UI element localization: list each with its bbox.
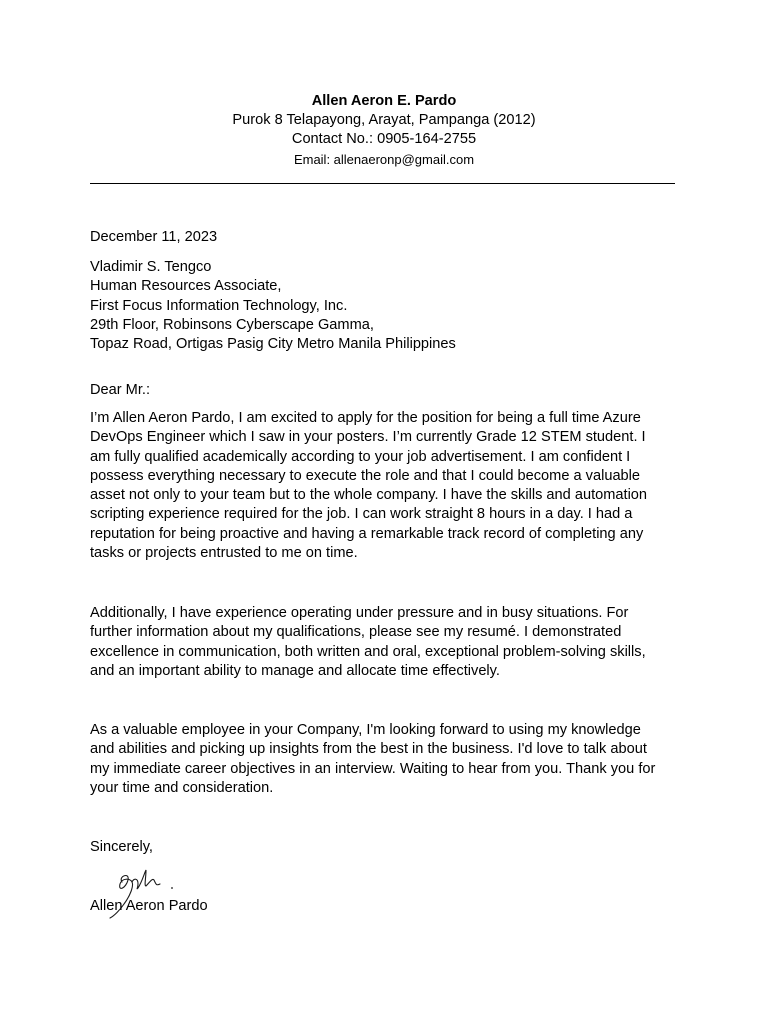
paragraph-line: tasks or projects entrusted to me on time. (90, 545, 358, 562)
sender-address: Purok 8 Telapayong, Arayat, Pampanga (2012) (232, 112, 536, 128)
paragraph-line: DevOps Engineer which I saw in your posters. I’m currently Grade 12 STEM student. I (90, 429, 646, 446)
paragraph-line: and abilities and picking up insights from the best in the business. I'd love to talk about (90, 741, 647, 758)
salutation: Dear Mr.: (90, 382, 151, 398)
recipient-name: Vladimir S. Tengco (90, 259, 212, 275)
paragraph-line: and an important ability to manage and allocate time effectively. (90, 662, 500, 679)
sender-name: Allen Aeron E. Pardo (311, 93, 457, 109)
paragraph-line: reputation for being proactive and having a remarkable track record of completing any (90, 525, 644, 542)
recipient-address-line1: 29th Floor, Robinsons Cyberscape Gamma, (90, 316, 374, 333)
paragraph-line: scripting experience required for the job. I can work straight 8 hours in a day. I had a (90, 506, 633, 523)
recipient-company: First Focus Information Technology, Inc. (90, 297, 348, 314)
closing: Sincerely, (90, 839, 153, 855)
body-paragraph-3 (90, 721, 675, 798)
paragraph-line: I’m Allen Aeron Pardo, I am excited to apply for the position for being a full time Azure (90, 410, 641, 426)
recipient-block (90, 258, 675, 354)
paragraph-line: asset not only to your team but to the whole company. I have the skills and automation (90, 487, 648, 504)
letter-date: December 11, 2023 (90, 229, 218, 245)
paragraph-line: excellence in communication, both written and oral, exceptional problem-solving skills, (90, 643, 646, 660)
paragraph-line: my immediate career objectives in an interview. Waiting to hear from you. Thank you for (90, 760, 656, 777)
signer-name: Allen Aeron Pardo (90, 898, 208, 914)
recipient-address-line2: Topaz Road, Ortigas Pasig City Metro Manila Philippines (90, 336, 456, 353)
header-divider (90, 183, 675, 184)
paragraph-line: As a valuable employee in your Company, I'm looking forward to using my knowledge (90, 722, 641, 738)
paragraph-line: Additionally, I have experience operating under pressure and in busy situations. For (90, 605, 629, 621)
body-paragraph-2 (90, 604, 675, 681)
paragraph-line: possess everything necessary to execute the role and that I could become a valuable (90, 467, 641, 484)
paragraph-line: further information about my qualifications, please see my resumé. I demonstrated (90, 624, 622, 641)
paragraph-line: am fully qualified academically according to your job advertisement. I am confident I (90, 448, 631, 465)
recipient-title: Human Resources Associate, (90, 278, 282, 295)
body-paragraph-1 (90, 409, 675, 563)
paragraph-line: your time and consideration. (90, 779, 274, 796)
sender-email: Email: allenaeronp@gmail.com (293, 152, 475, 167)
sender-contact: Contact No.: 0905-164-2755 (291, 131, 477, 147)
